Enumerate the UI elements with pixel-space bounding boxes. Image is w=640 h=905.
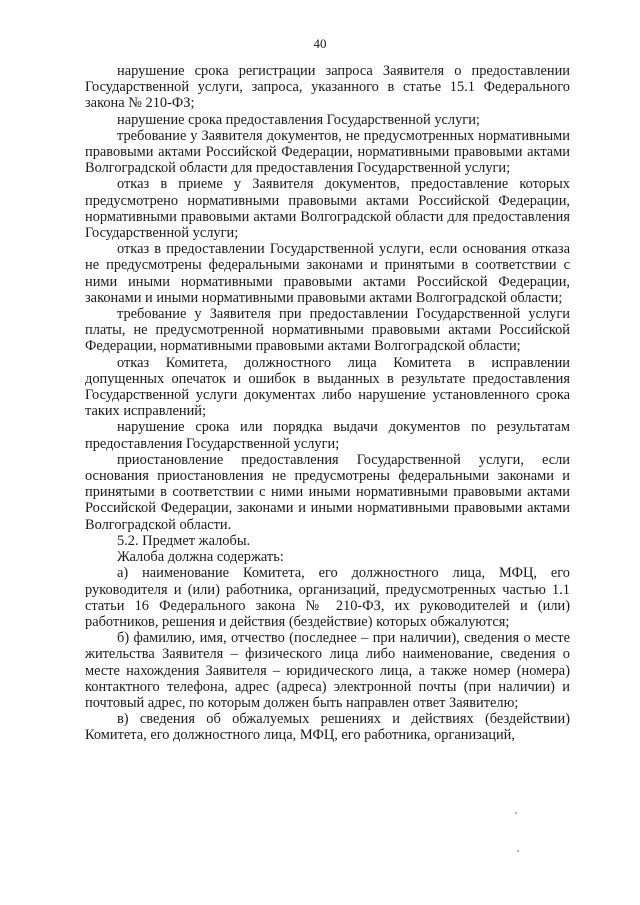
paragraph-11: Жалоба должна содержать: — [117, 549, 284, 566]
section-heading: 5.2. Предмет жалобы. — [117, 532, 251, 549]
paragraph-13: б) фамилию, имя, отчество (последнее – при наличии), сведения о месте жительства Заявителя – физического лица либо наименование, сведения о месте нахождения Заявителя – юридического лица, а также номер (номера) контактного телефона, адрес (адреса) электронной почты (при наличии) и почтовый адрес, по которым должен быть направлен ответ Заявителю; — [85, 630, 570, 711]
scan-speck — [517, 850, 519, 852]
paragraph-2: нарушение срока предоставления Государственной услуги; — [117, 111, 480, 128]
scan-speck — [515, 812, 517, 814]
paragraph-14: в) сведения об обжалуемых решениях и действиях (бездействии) Комитета, его должностного лица, МФЦ, его работника, организаций, — [85, 711, 570, 744]
paragraph-12: а) наименование Комитета, его должностного лица, МФЦ, его руководителя и (или) работника, организаций, предусмотренных частью 1.1 статьи 16 Федерального закона № 210-ФЗ, их руководителей и (или) работников, решения и действия (бездействие) которых обжалуются; — [85, 565, 570, 630]
paragraph-9: приостановление предоставления Государственной услуги, если основания приостановления не предусмотрены федеральными законами и принятыми в соответствии с ними иными нормативными правовыми актами Российской Федерации, законами и иными нормативными правовыми актами Волгоградской области. — [85, 451, 570, 533]
paragraph-3: требование у Заявителя документов, не предусмотренных нормативными правовыми актами Российской Федерации, нормативными правовыми актами Волгоградской области для предоставления Государственной услуги; — [85, 127, 570, 177]
paragraph-7: отказ Комитета, должностного лица Комитета в исправлении допущенных опечаток и ошибок в выданных в результате предоставления Государственной услуги документах либо нарушение установленного срока таких исправлений; — [85, 354, 570, 420]
paragraph-4: отказ в приеме у Заявителя документов, предоставление которых предусмотрено нормативными правовыми актами Российской Федерации, нормативными правовыми актами Волгоградской области для предоставления Государственной услуги; — [85, 176, 570, 242]
paragraph-6: требование у Заявителя при предоставлении Государственной услуги платы, не предусмотренной нормативными правовыми актами Российской Федерации, нормативными правовыми актами Волгоградской области; — [85, 306, 570, 355]
paragraph-8: нарушение срока или порядка выдачи документов по результатам предоставления Государственной услуги; — [85, 419, 570, 452]
document-body — [85, 63, 570, 744]
paragraph-1: нарушение срока регистрации запроса Заявителя о предоставлении Государственной услуги, запроса, указанного в статье 15.1 Федерального закона № 210-ФЗ; — [85, 63, 570, 112]
page-number: 40 — [313, 36, 327, 51]
paragraph-5: отказ в предоставлении Государственной услуги, если основания отказа не предусмотрены федеральными законами и принятыми в соответствии с ними иными нормативными правовыми актами Российской Федерации, законами и иными нормативными правовыми актами Волгоградской области; — [85, 241, 570, 306]
